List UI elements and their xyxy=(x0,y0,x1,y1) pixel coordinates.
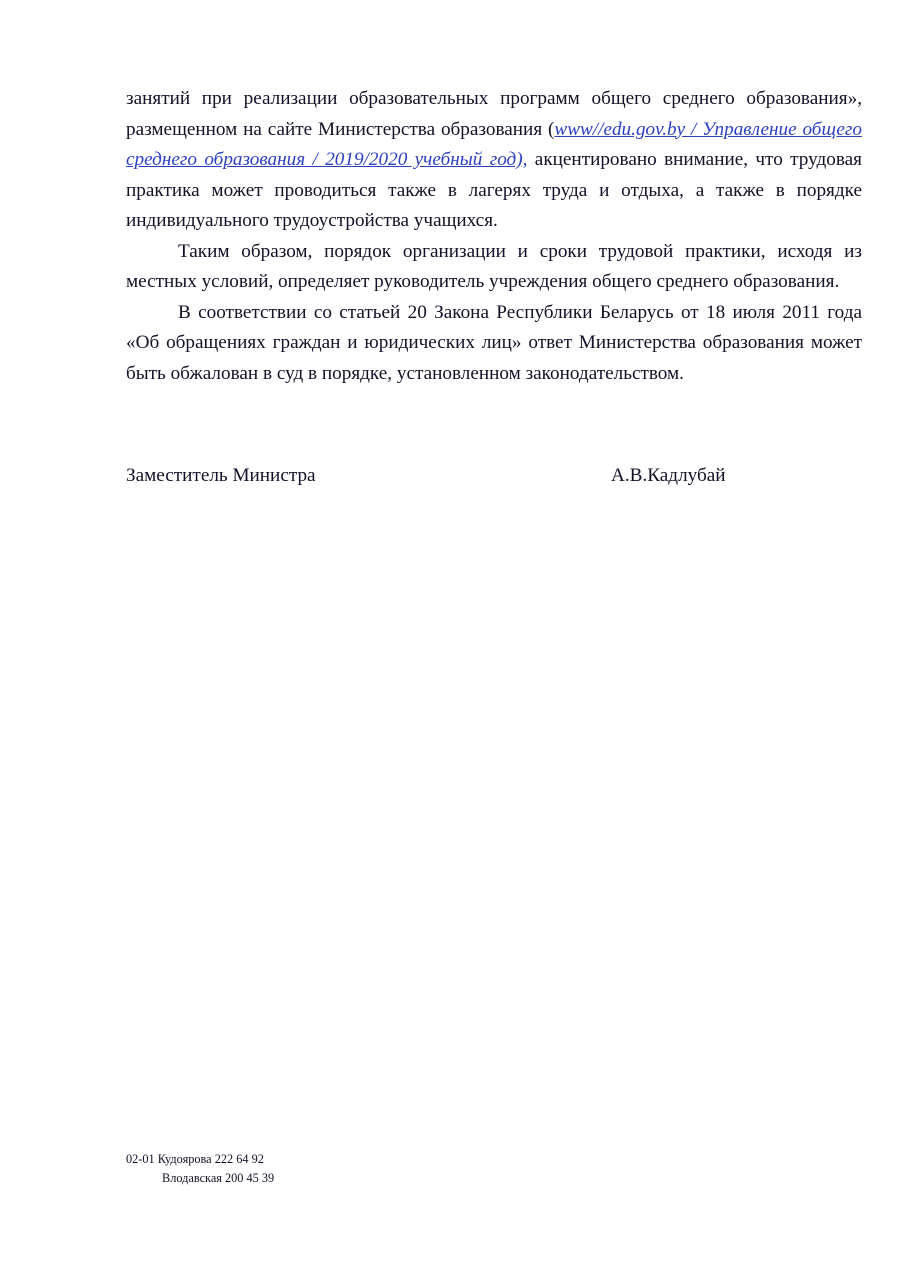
footer-contact-line-1: 02-01 Кудоярова 222 64 92 xyxy=(126,1152,264,1166)
paragraph-3 xyxy=(126,298,862,390)
signature-position: Заместитель Министра xyxy=(126,465,316,486)
source-link[interactable]: www//edu.gov.by / Управление общего среднего образования / 2019/2020 учебный год), xyxy=(126,118,862,170)
paragraph-1-paren-open: ( xyxy=(548,118,555,140)
paragraph-1 xyxy=(126,84,862,237)
paragraph-2 xyxy=(126,237,862,298)
document-footer xyxy=(126,1150,626,1188)
paragraph-1-text-lead: занятий при реализации образовательных программ общего среднего образования», размещенном на сайте Министерства образования xyxy=(126,88,862,140)
signature-name: А.В.Кадлубай xyxy=(611,465,726,486)
footer-contact-line-2: Влодавская 200 45 39 xyxy=(162,1171,275,1185)
paragraph-2-text: Таким образом, порядок организации и сроки трудовой практики, исходя из местных условий, определяет руководитель учреждения общего среднего образования. xyxy=(126,240,862,292)
paragraph-3-text: В соответствии со статьей 20 Закона Республики Беларусь от 18 июля 2011 года «Об обращениях граждан и юридических лиц» ответ Министерства образования может быть обжалован в суд в порядке, установленном законодательством. xyxy=(126,301,862,384)
paragraph-1-text-tail: акцентировано внимание, что трудовая практика может проводиться также в лагерях труда и отдыха, а также в порядке индивидуального трудоустройства учащихся. xyxy=(126,149,862,231)
document-body xyxy=(126,84,862,389)
signature-block xyxy=(126,462,862,492)
